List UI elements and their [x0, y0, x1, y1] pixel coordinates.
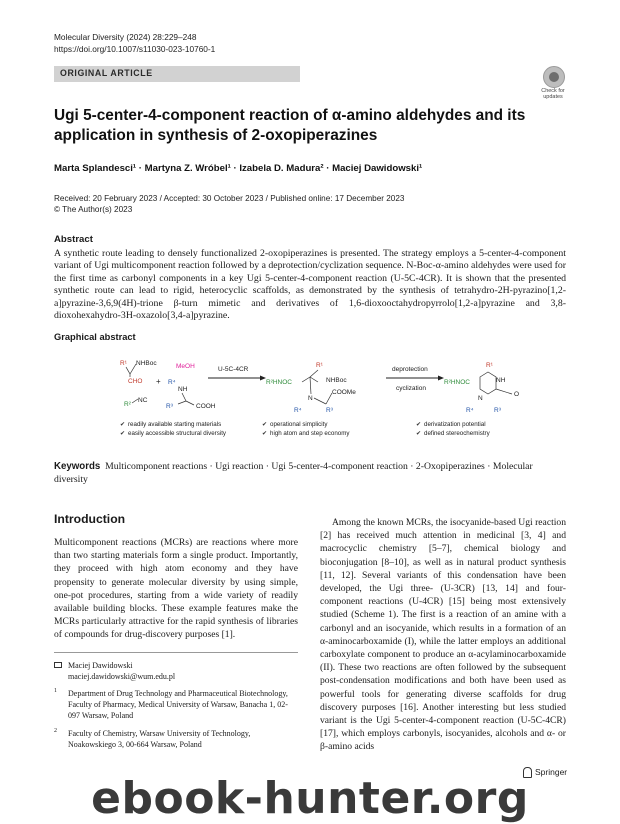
plus-sign: +	[156, 377, 161, 386]
abstract-heading: Abstract	[54, 234, 93, 245]
article-title: Ugi 5-center-4-component reaction of α-amino aldehydes and its application in synthesis of 2-oxopiperazines	[54, 107, 526, 144]
int-coome: COOMe	[332, 389, 356, 396]
iso-nc: NC	[138, 397, 148, 404]
arrow1-label: U-5C-4CR	[218, 366, 249, 373]
prod-n: N	[478, 395, 483, 402]
author-list: Marta Splandesci¹ · Martyna Z. Wróbel¹ · Izabela D. Madura² · Maciej Dawidowski¹	[54, 163, 423, 174]
prod-r3: R³	[494, 407, 501, 414]
footnote-divider	[54, 652, 298, 653]
sm-cho: CHO	[128, 378, 143, 385]
article-type-banner	[54, 66, 300, 82]
check-icon: ✔	[120, 430, 126, 437]
keywords-label: Keywords	[54, 461, 101, 472]
crossmark-icon	[543, 66, 565, 88]
corresponding-author: Maciej Dawidowski	[68, 661, 133, 670]
affiliation-number: 2	[54, 728, 57, 734]
history-dates: Received: 20 February 2023 / Accepted: 30 October 2023 / Published online: 17 December 2023	[54, 194, 405, 203]
arrow2-bottom-label: cyclization	[396, 385, 426, 392]
envelope-icon	[54, 662, 62, 668]
copyright-line: © The Author(s) 2023	[54, 205, 133, 214]
intro-paragraph-right: Among the known MCRs, the isocyanide-based Ugi reaction [2] has received much attention in medicinal [3, 4] and macrocyclic chemistry [5–7], chemical biology and bioconjugation [8–10], as well as in natural product synthesis [11, 12]. Several variants of this condensation have been developed, the Ugi three- (U-3CR) [13, 14] and four-component reactions (U-4CR) [15] being most extensively studied (Scheme 1). The first is a reaction of an amine with a carbonyl and an isocyanide, which results in a formation of an α-aminocarboxamide (I), while the latter employs an additional carboxylate component to produce an α-acylaminocarboxamide (II). These two reactions are often followed by the subsequent post-condensation modifications and both have been used as powerful tools for generating diverse scaffolds for drug discovery purposes [16]. Another interesting but less studied variant is the Ugi 5-center-4-component reaction (U-5C-4CR) [17], which employs carbonyls, isocyanides, alcohols and α- or β-amino acids	[320, 517, 566, 753]
sm-r1: R¹	[120, 360, 127, 367]
intro-paragraph-left: Multicomponent reactions (MCRs) are reactions where more than two starting materials form a single product. Importantly, they proceed with high atom economy and they have propensity to generate molecular diversity by using simple, one-pot procedures, starting from a wide variety of readily available building blocks. These example features make the MCRs particularly attractive for the rapid synthesis of libraries of compounds for drug-discovery purposes [1].	[54, 537, 298, 641]
int-r3: R³	[326, 407, 333, 414]
journal-header	[54, 31, 215, 55]
bullet-left-1: readily available starting materials	[128, 421, 222, 428]
oxopiperazine-structure	[444, 362, 519, 414]
affiliation-text: Faculty of Chemistry, Warsaw University of Technology, Noakowskiego 3, 00-664 Warsaw, Poland	[68, 729, 251, 749]
int-r1: R¹	[316, 362, 323, 369]
graphical-abstract-scheme	[90, 346, 540, 446]
publication-dates	[54, 193, 404, 215]
aa-r4: R⁴	[168, 379, 176, 386]
check-icon: ✔	[262, 430, 268, 437]
int-r2hnoc: R²HNOC	[266, 379, 292, 386]
aa-cooh: COOH	[196, 403, 216, 410]
bullet-right-1: derivatization potential	[424, 421, 486, 428]
publisher-name: Springer	[535, 767, 568, 777]
prod-nh: NH	[496, 377, 506, 384]
introduction-heading: Introduction	[54, 512, 126, 526]
bullets-mid	[262, 421, 350, 437]
correspondence	[54, 660, 298, 682]
iso-r2: R²	[124, 401, 131, 408]
keywords-text: Multicomponent reactions · Ugi reaction · Ugi 5-center-4-component reaction · 2-Oxopiperazines · Molecular diversity	[54, 461, 533, 485]
isocyanide-structure	[124, 397, 148, 408]
keywords	[54, 460, 566, 486]
ugi-adduct-structure	[266, 362, 356, 414]
reaction-arrow-cyclization	[386, 366, 444, 392]
prod-r4: R⁴	[466, 407, 474, 414]
int-r4: R⁴	[294, 407, 302, 414]
doi-link[interactable]: https://doi.org/10.1007/s11030-023-10760-1	[54, 44, 216, 54]
bullet-mid-2: high atom and step economy	[270, 430, 350, 437]
affiliation-1	[54, 688, 298, 721]
affiliation-text: Department of Drug Technology and Pharmaceutical Biotechnology, Faculty of Pharmacy, Medical University of Warsaw, Banacha 1, 02-097 Warsaw, Poland	[68, 689, 288, 720]
bullet-mid-1: operational simplicity	[270, 421, 328, 428]
aa-r3: R³	[166, 403, 173, 410]
affiliation-number: 1	[54, 688, 57, 694]
reaction-arrow-u5c4cr	[208, 366, 266, 381]
article-type-label: ORIGINAL ARTICLE	[60, 68, 153, 78]
meoh-label: MeOH	[176, 363, 195, 370]
bullets-left	[120, 421, 227, 437]
abstract-text: A synthetic route leading to densely functionalized 2-oxopiperazines is presented. The strategy employs a 5-center-4-component variant of Ugi multicomponent reaction followed by a deprotection/cyclization sequence. N-Boc-α-amino aldehydes were used for the first time as carbonyl components in a key Ugi 5-center-4-component reaction (U-5C-4CR). It is shown that the presented synthetic route can lead to rigid, heterocyclic scaffolds, as demonstrated by the synthesis of tetrahydro-2H-pyrazino[1,2-a]pyrazine-3,6,9(4H)-trione β-turn mimetic and derivatives of 1,6-dioxooctahydropyrrolo[1,2-a]pyrazine and 3,8-dioxohexahydro-3H-oxazolo[3,4-a]pyrazine.	[54, 248, 566, 322]
watermark: ebook-hunter.org	[91, 773, 529, 824]
sm-nhboc: NHBoc	[136, 360, 157, 367]
int-nhboc: NHBoc	[326, 377, 347, 384]
journal-citation: Molecular Diversity (2024) 28:229–248	[54, 32, 197, 42]
check-for-updates-badge[interactable]	[536, 66, 570, 100]
check-updates-label: Check for updates	[541, 88, 565, 100]
amino-acid-structure	[166, 363, 216, 410]
check-icon: ✔	[416, 421, 422, 428]
check-icon: ✔	[262, 421, 268, 428]
check-icon: ✔	[120, 421, 126, 428]
bullet-left-2: easily accessible structural diversity	[128, 430, 227, 437]
prod-o: O	[514, 391, 520, 398]
bullets-right	[416, 421, 491, 437]
int-n: N	[308, 395, 313, 402]
check-icon: ✔	[416, 430, 422, 437]
prod-r1: R¹	[486, 362, 493, 369]
affiliation-2	[54, 728, 298, 750]
graphical-abstract-heading: Graphical abstract	[54, 332, 136, 342]
aa-nh: NH	[178, 386, 188, 393]
aldehyde-structure	[120, 360, 157, 385]
corresponding-email[interactable]: maciej.dawidowski@wum.edu.pl	[68, 672, 176, 681]
arrow2-top-label: deprotection	[392, 366, 428, 373]
bullet-right-2: defined stereochemistry	[424, 430, 490, 437]
prod-r2hnoc: R²HNOC	[444, 379, 470, 386]
